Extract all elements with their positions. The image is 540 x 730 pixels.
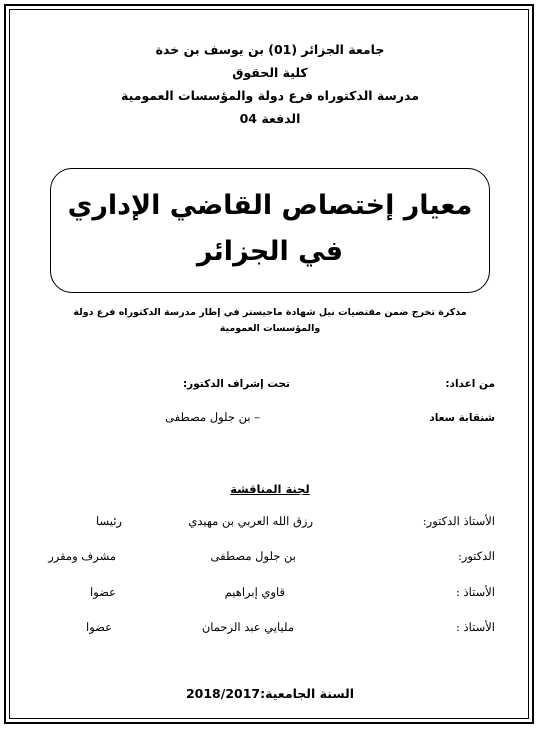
- jury-member-3-name: قاوي إبراهيم: [224, 585, 285, 599]
- faculty-name: كلية الحقوق: [232, 65, 308, 80]
- subtitle-line-1: مذكرة تخرج ضمن مقتضيات نيل شهادة ماجيستر في إطار مدرسة الدكتوراه فرع دولة: [73, 307, 467, 318]
- jury-member-4-role: عضوا: [86, 620, 112, 634]
- jury-member-1-role: رئيسا: [96, 514, 122, 528]
- jury-member-2-name: بن جلول مصطفى: [210, 549, 296, 563]
- prepared-by-name: شنقابة سعاد: [429, 412, 495, 424]
- jury-title: لجنة المناقشة: [230, 482, 310, 496]
- title-line-1: معيار إختصاص القاضي الإداري: [67, 190, 473, 221]
- jury-member-1-title: الأستاذ الدكتور:: [422, 514, 495, 528]
- doctoral-school: مدرسة الدكتوراه فرع دولة والمؤسسات العمومية: [121, 88, 419, 103]
- jury-member-2-title: الدكتور:: [457, 549, 495, 563]
- jury-member-3-role: عضوا: [90, 585, 116, 599]
- jury-member-4-name: مليايي عبد الرحمان: [201, 620, 294, 634]
- subtitle: [70, 305, 470, 337]
- prepared-by-label: من اعداد:: [445, 378, 495, 390]
- title-box: [50, 168, 490, 293]
- academic-year: السنة الجامعية:2018/2017: [185, 686, 355, 701]
- jury-member-4-title: الأستاذ :: [455, 620, 495, 634]
- subtitle-line-2: والمؤسسات العمومية: [219, 323, 321, 334]
- jury-member-2-role: مشرف ومقرر: [48, 549, 116, 563]
- jury-member-3-title: الأستاذ :: [455, 585, 495, 599]
- title-line-2: في الجزائر: [196, 236, 344, 267]
- header-block: [30, 38, 510, 130]
- jury-member-1-name: رزق الله العربي بن مهيدي: [188, 514, 313, 528]
- supervisor-label: تحت إشراف الدكتور:: [182, 378, 290, 390]
- batch-number: الدفعة 04: [239, 111, 301, 126]
- university-name: جامعة الجزائر (01) بن يوسف بن خدة: [155, 42, 385, 57]
- supervisor-name: – بن جلول مصطفى: [165, 410, 260, 424]
